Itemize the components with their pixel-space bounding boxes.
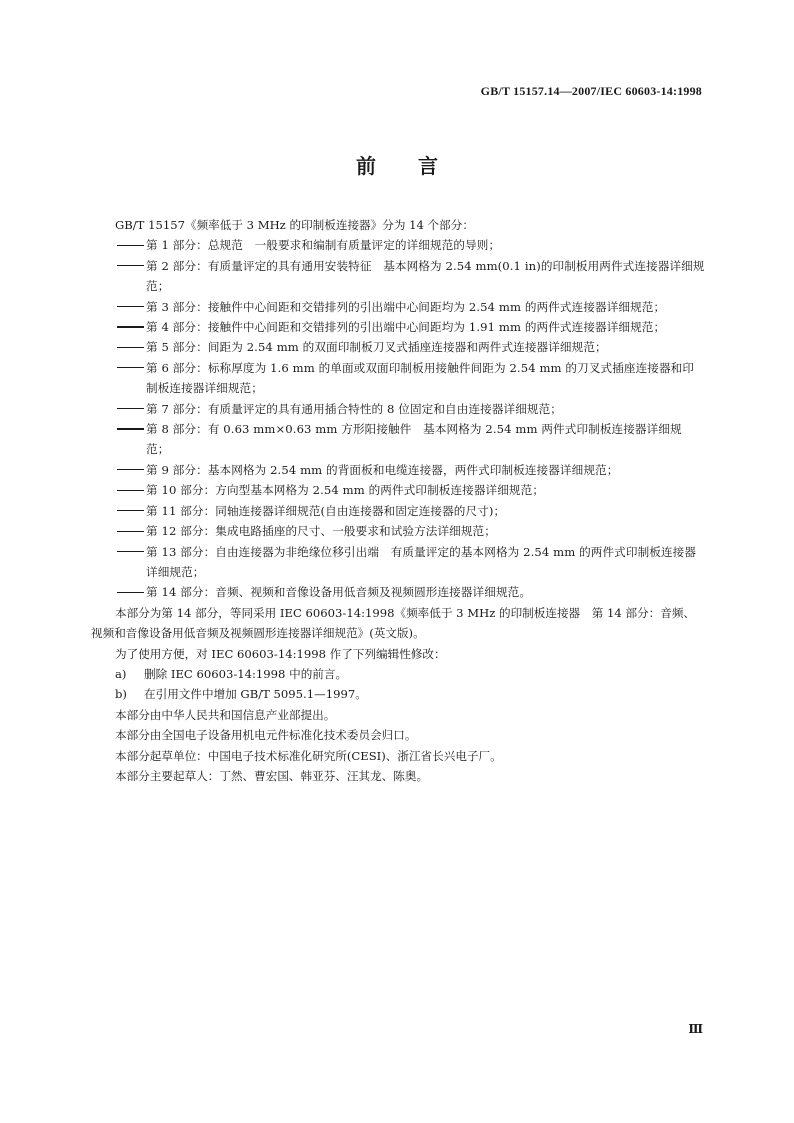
committee-paragraph: 本部分由全国电子设备用机电元件标准化技术委员会归口。: [115, 728, 417, 743]
list-item: 第 12 部分：集成电路插座的尺寸、一般要求和试验方法详细规范；: [91, 521, 705, 541]
standard-number: GB/T 15157.14—2007/IEC 60603-14:1998: [480, 84, 702, 98]
dash-marker: [117, 542, 146, 562]
item-marker: b): [115, 687, 127, 702]
list-item: 第 4 部分：接触件中心间距和交错排列的引出端中心间距均为 1.91 mm 的两件式连接器详细规范；: [91, 317, 705, 337]
equivalence-paragraph: 本部分为第 14 部分，等同采用 IEC 60603-14:1998《频率低于 3 MHz 的印制板连接器 第 14 部分：音频、视频和音像设备用低音频及视频圆形连接器详细规范》(英文版)。: [91, 605, 696, 641]
list-item: 第 9 部分：基本网格为 2.54 mm 的背面板和电缆连接器，两件式印制板连接器详细规范；: [91, 460, 705, 480]
dash-marker: [117, 256, 146, 276]
dash-marker: [117, 399, 146, 419]
list-item: 第 11 部分：同轴连接器详细规范(自由连接器和固定连接器的尺寸)；: [91, 501, 705, 521]
proposer-paragraph: 本部分由中华人民共和国信息产业部提出。: [115, 707, 336, 722]
list-item: 第 14 部分：音频、视频和音像设备用低音频及视频圆形连接器详细规范。: [91, 582, 705, 602]
list-item: 第 8 部分：有 0.63 mm×0.63 mm 方形阳接触件 基本网格为 2.54 mm 两件式印制板连接器详细规范；: [91, 419, 705, 460]
dash-marker: [117, 582, 146, 602]
dash-marker: [117, 235, 146, 255]
list-item: 第 13 部分：自由连接器为非绝缘位移引出端 有质量评定的基本网格为 2.54 mm 的两件式印制板连接器详细规范；: [91, 542, 705, 583]
dash-marker: [117, 419, 146, 439]
page-title: 前言: [356, 154, 480, 178]
intro-paragraph: GB/T 15157《频率低于 3 MHz 的印制板连接器》分为 14 个部分：: [115, 218, 474, 232]
page-number: Ⅲ: [688, 1022, 703, 1036]
drafters-paragraph: 本部分主要起草人：丁然、曹宏国、韩亚芬、汪其龙、陈奥。: [115, 768, 429, 783]
dash-marker: [117, 358, 146, 378]
dash-marker: [117, 460, 146, 480]
dash-marker: [117, 317, 146, 337]
dash-marker: [117, 480, 146, 500]
dash-marker: [117, 297, 146, 317]
drafting-units-paragraph: 本部分起草单位：中国电子技术标准化研究所(CESI)、浙江省长兴电子厂。: [115, 748, 502, 763]
dash-marker: [117, 521, 146, 541]
edits-list: [91, 664, 705, 705]
list-item: 第 1 部分：总规范 一般要求和编制有质量评定的详细规范的导则；: [91, 235, 705, 255]
list-item: b) 在引用文件中增加 GB/T 5095.1—1997。: [91, 684, 705, 704]
list-item: 第 5 部分：间距为 2.54 mm 的双面印制板刀叉式插座连接器和两件式连接器详细规范；: [91, 337, 705, 357]
foreword-body: [91, 215, 705, 786]
dash-marker: [117, 337, 146, 357]
list-item: 第 6 部分：标称厚度为 1.6 mm 的单面或双面印制板用接触件间距为 2.54 mm 的刀叉式插座连接器和印制板连接器详细规范；: [91, 358, 705, 399]
list-item: 第 2 部分：有质量评定的具有通用安装特征 基本网格为 2.54 mm(0.1 in)的印制板用两件式连接器详细规范；: [91, 256, 705, 297]
edit-intro-paragraph: 为了使用方便，对 IEC 60603-14:1998 作了下列编辑性修改：: [115, 646, 446, 661]
list-item: 第 10 部分：方向型基本网格为 2.54 mm 的两件式印制板连接器详细规范；: [91, 480, 705, 500]
list-item: 第 3 部分：接触件中心间距和交错排列的引出端中心间距均为 2.54 mm 的两件式连接器详细规范；: [91, 297, 705, 317]
parts-list: [91, 235, 705, 602]
list-item: 第 7 部分：有质量评定的具有通用插合特性的 8 位固定和自由连接器详细规范；: [91, 399, 705, 419]
list-item: a) 删除 IEC 60603-14:1998 中的前言。: [91, 664, 705, 684]
item-marker: a): [115, 666, 127, 681]
dash-marker: [117, 501, 146, 521]
